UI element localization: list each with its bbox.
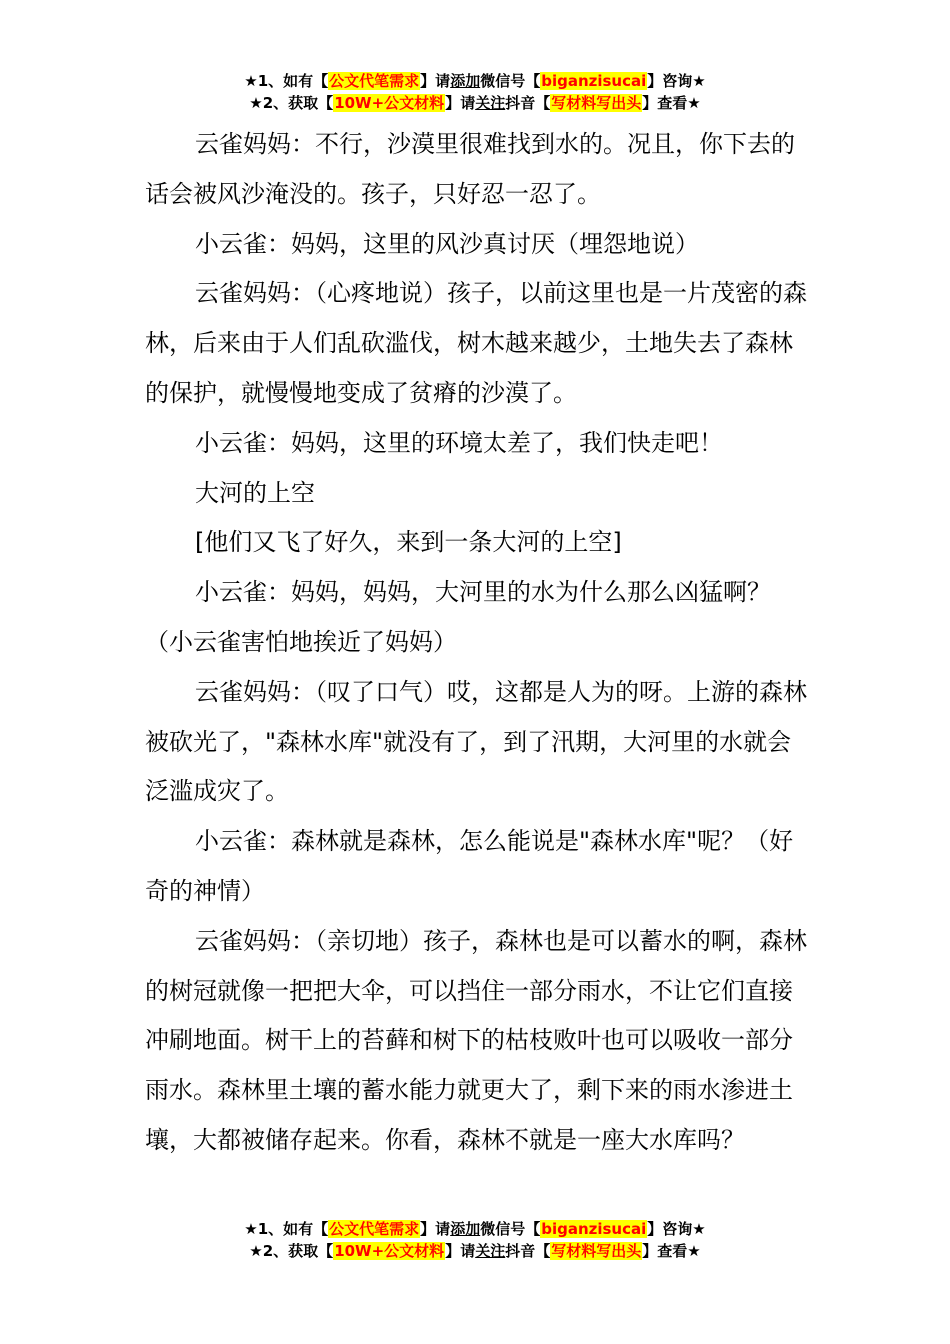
paragraph: 云雀妈妈：（亲切地）孩子，森林也是可以蓄水的啊，森林的树冠就像一把把大伞，可以挡住一部分雨水，不让它们直接冲刷地面。树干上的苔藓和树下的枯枝败叶也可以吸收一部分雨水。森林里土壤的蓄水能力就更大了，剩下来的雨水渗进土壤，大都被储存起来。你看，森林不就是一座大水库吗？ <box>145 926 807 1154</box>
banner-text: 】咨询★ <box>647 72 706 90</box>
paragraph: 小云雀：妈妈，这里的环境太差了，我们快走吧！ <box>195 428 723 457</box>
highlight-service: 公文代笔需求 <box>329 1220 420 1238</box>
banner-text: 抖音【 <box>505 1242 551 1260</box>
paragraph: 云雀妈妈：不行，沙漠里很难找到水的。况且，你下去的话会被风沙淹没的。孩子，只好忍一忍了。 <box>145 130 795 208</box>
highlight-materials: 10W+公文材料 <box>334 1242 445 1260</box>
banner-text: 微信号【 <box>480 1220 541 1238</box>
banner-line-2 <box>0 92 950 114</box>
banner-text: ★2、获取【 <box>249 1242 334 1260</box>
banner-text: 抖音【 <box>505 94 551 112</box>
banner-line-2 <box>0 1240 950 1262</box>
underlined-text: 添加 <box>450 72 481 90</box>
document-body <box>145 120 815 1166</box>
banner-text: 】请 <box>420 1220 451 1238</box>
banner-text: 】请 <box>420 72 451 90</box>
scene-heading: 大河的上空 <box>195 478 315 507</box>
banner-text: 】请 <box>445 94 476 112</box>
banner-text: ★2、获取【 <box>249 94 334 112</box>
banner-text: ★1、如有【 <box>244 1220 329 1238</box>
banner-text: 】查看★ <box>642 1242 701 1260</box>
highlight-wechat-id: biganzisucai <box>541 72 647 90</box>
header-banner <box>0 70 950 114</box>
paragraph: 云雀妈妈：（心疼地说）孩子，以前这里也是一片茂密的森林，后来由于人们乱砍滥伐，树木越来越少，土地失去了森林的保护，就慢慢地变成了贫瘠的沙漠了。 <box>145 279 807 407</box>
footer-banner <box>0 1218 950 1262</box>
paragraph: 云雀妈妈：（叹了口气）哎，这都是人为的呀。上游的森林被砍光了，"森林水库"就没有了，到了汛期，大河里的水就会泛滥成灾了。 <box>145 677 807 806</box>
highlight-douyin-account: 写材料写出头 <box>551 1242 642 1260</box>
underlined-text: 关注 <box>475 94 506 112</box>
highlight-materials: 10W+公文材料 <box>334 94 445 112</box>
paragraph: 小云雀：森林就是森林，怎么能说是"森林水库"呢？（好奇的神情） <box>145 827 794 905</box>
paragraph: 小云雀：妈妈，这里的风沙真讨厌（埋怨地说） <box>195 229 699 258</box>
highlight-service: 公文代笔需求 <box>329 72 420 90</box>
paragraph: 小云雀：妈妈，妈妈，大河里的水为什么那么凶猛啊？（小云雀害怕地挨近了妈妈） <box>145 578 771 656</box>
highlight-wechat-id: biganzisucai <box>541 1220 647 1238</box>
underlined-text: 关注 <box>475 1242 506 1260</box>
banner-text: 】咨询★ <box>647 1220 706 1238</box>
banner-line-1 <box>0 1218 950 1240</box>
banner-line-1 <box>0 70 950 92</box>
banner-text: 】查看★ <box>642 94 701 112</box>
underlined-text: 添加 <box>450 1220 481 1238</box>
banner-text: 】请 <box>445 1242 476 1260</box>
banner-text: ★1、如有【 <box>244 72 329 90</box>
banner-text: 微信号【 <box>480 72 541 90</box>
highlight-douyin-account: 写材料写出头 <box>551 94 642 112</box>
stage-direction: [他们又飞了好久，来到一条大河的上空] <box>195 528 622 557</box>
